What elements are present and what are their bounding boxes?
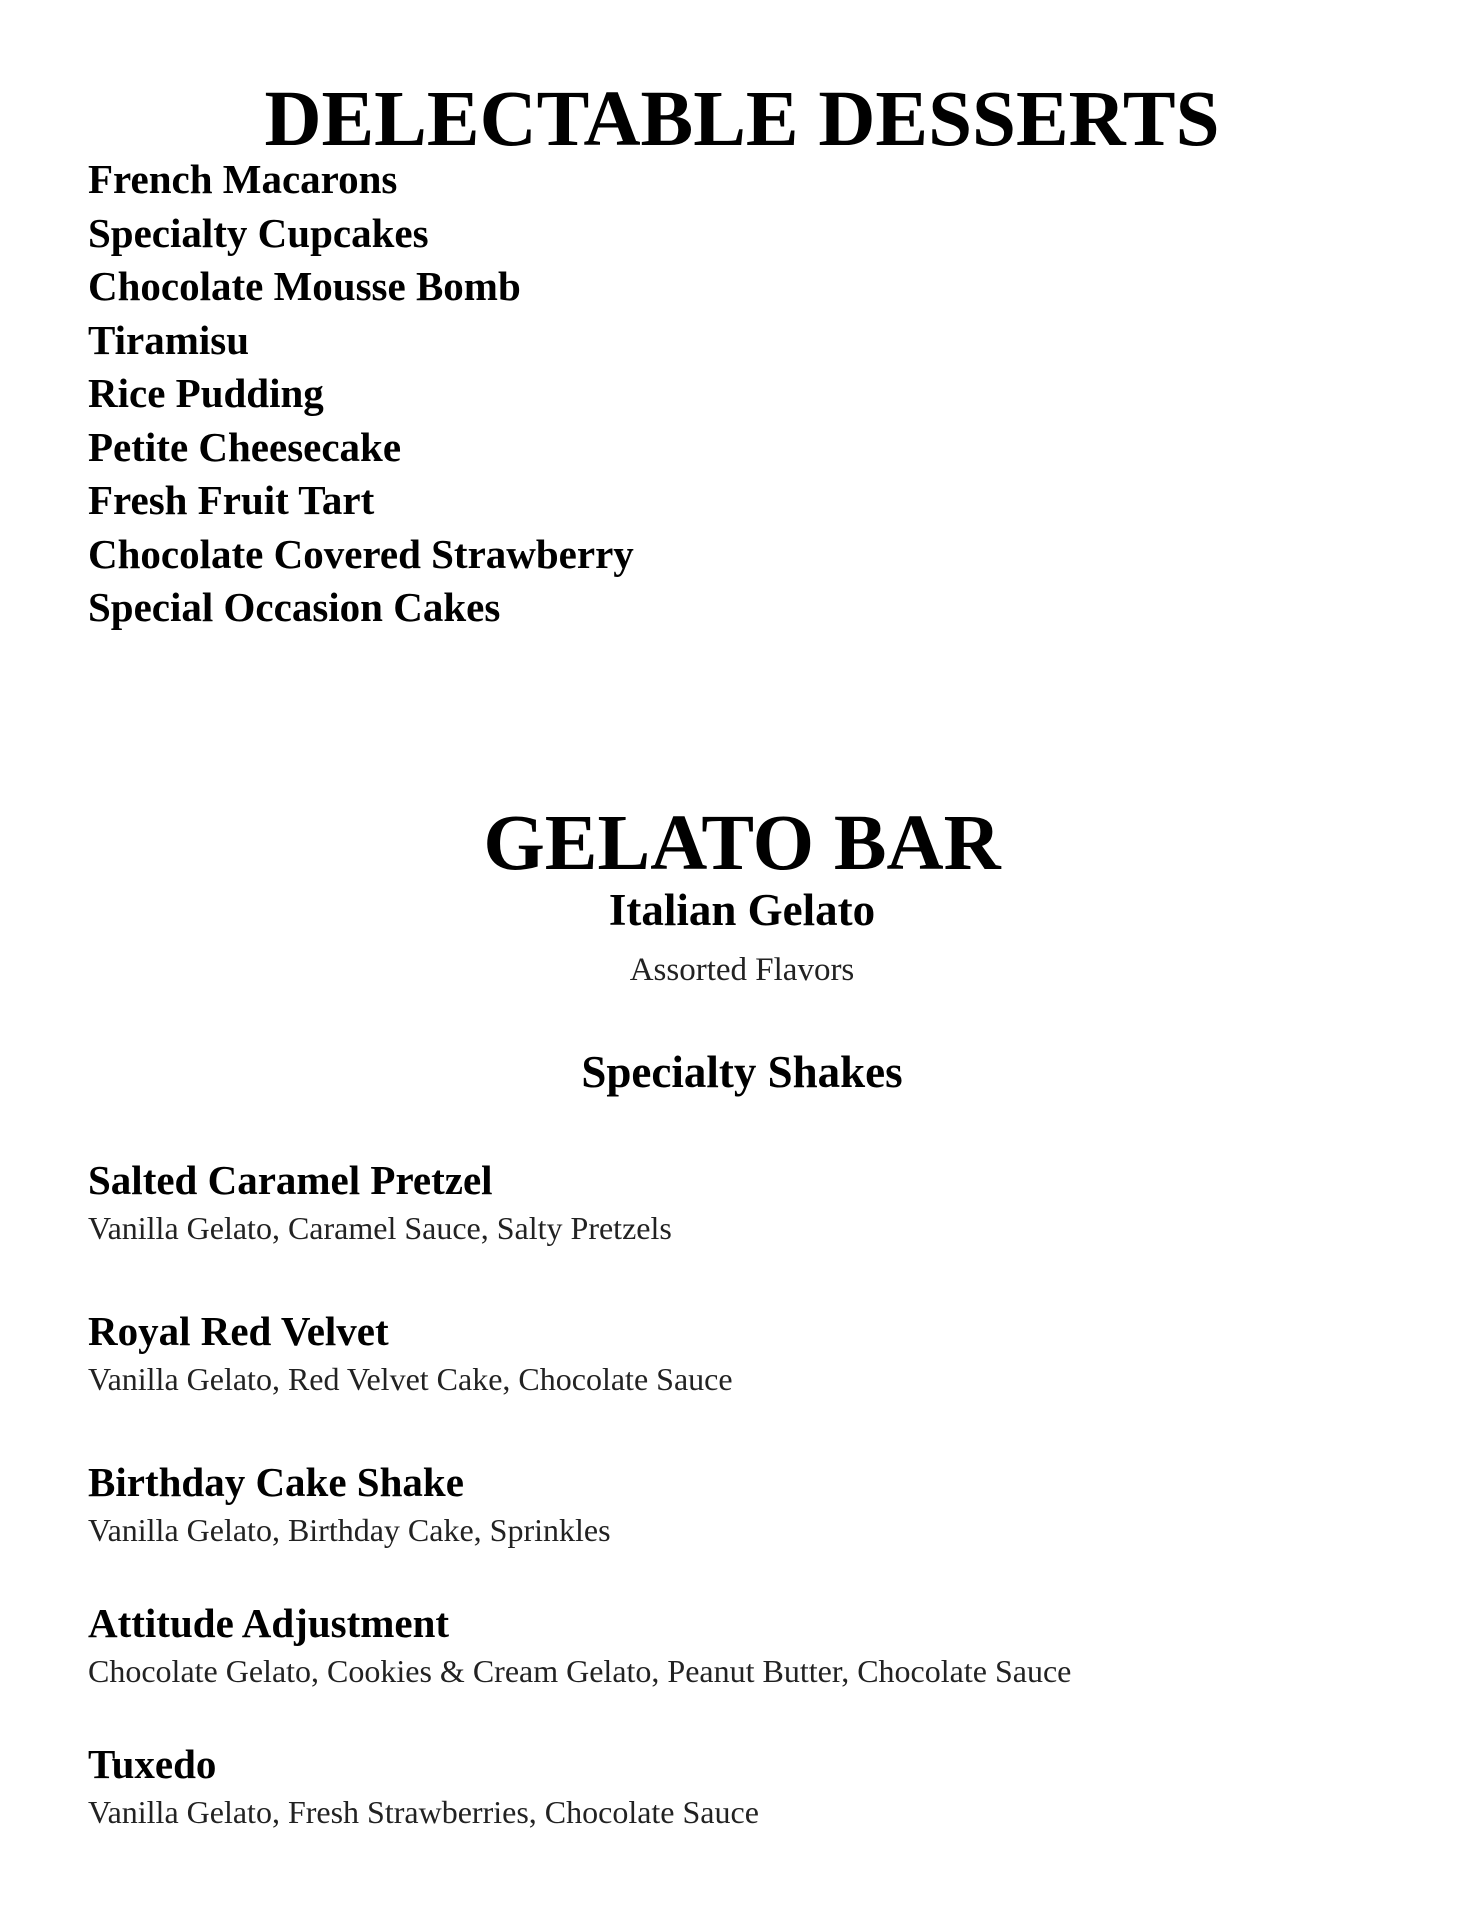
dessert-item: French Macarons xyxy=(88,156,398,202)
shake-name: Royal Red Velvet xyxy=(88,1308,389,1354)
shakes-heading: Specialty Shakes xyxy=(581,1047,903,1097)
dessert-item: Petite Cheesecake xyxy=(88,423,402,470)
dessert-item: Fresh Fruit Tart xyxy=(88,477,375,523)
shake-description: Vanilla Gelato, Birthday Cake, Sprinkles xyxy=(88,1512,611,1548)
shake-description: Vanilla Gelato, Caramel Sauce, Salty Pretzels xyxy=(88,1210,672,1246)
gelato-name: Italian Gelato xyxy=(608,885,876,935)
shake-name: Birthday Cake Shake xyxy=(88,1459,464,1505)
dessert-item: Specialty Cupcakes xyxy=(88,209,429,256)
shake-description: Vanilla Gelato, Red Velvet Cake, Chocolate Sauce xyxy=(88,1361,733,1397)
shake-description: Vanilla Gelato, Fresh Strawberries, Chocolate Sauce xyxy=(88,1794,759,1830)
dessert-item: Chocolate Mousse Bomb xyxy=(88,263,521,309)
dessert-item: Special Occasion Cakes xyxy=(88,584,501,630)
shake-description: Chocolate Gelato, Cookies & Cream Gelato, Peanut Butter, Chocolate Sauce xyxy=(88,1653,1072,1689)
shake-name: Salted Caramel Pretzel xyxy=(88,1157,493,1203)
gelato-bar-title: GELATO BAR xyxy=(483,800,1001,887)
shake-name: Attitude Adjustment xyxy=(88,1600,450,1646)
dessert-item: Tiramisu xyxy=(88,316,249,363)
dessert-item: Rice Pudding xyxy=(88,370,324,416)
shake-name: Tuxedo xyxy=(88,1741,217,1787)
gelato-description: Assorted Flavors xyxy=(629,952,855,988)
dessert-list xyxy=(88,153,634,635)
dessert-item: Chocolate Covered Strawberry xyxy=(88,530,634,577)
desserts-title: DELECTABLE DESSERTS xyxy=(264,76,1220,163)
